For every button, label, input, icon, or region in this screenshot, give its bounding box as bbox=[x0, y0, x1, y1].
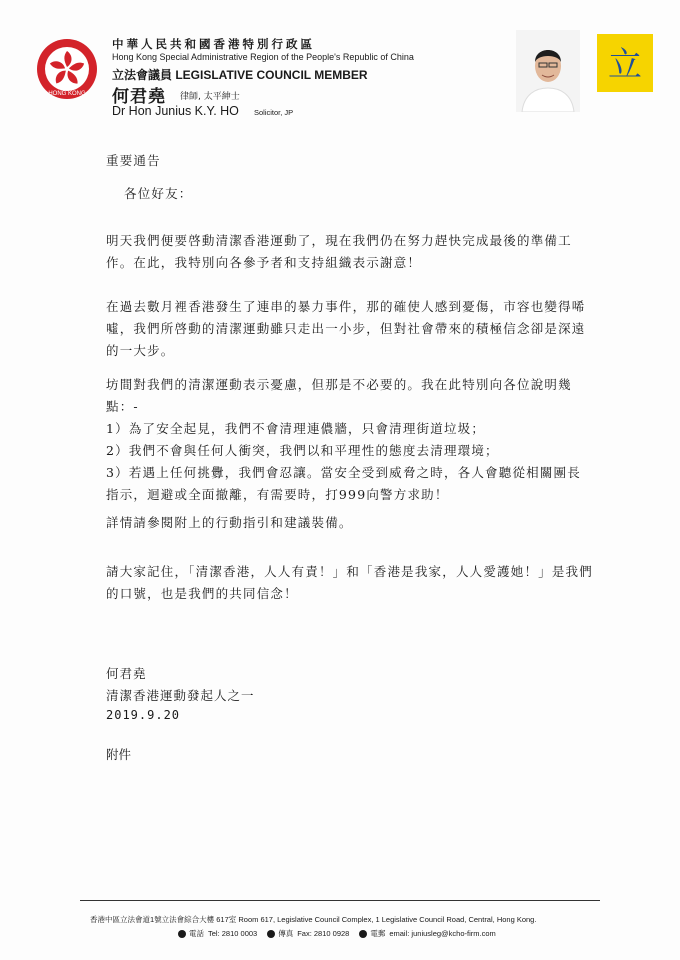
paragraph-2: 在過去數月裡香港發生了連串的暴力事件，那的確使人感到憂傷，市容也變得唏噓，我們所啓動的清潔運動雖只走出一小步，但對社會帶來的積極信念卻是深遠的一大步。 bbox=[106, 299, 586, 358]
member-name-en: Dr Hon Junius K.Y. HO bbox=[112, 104, 239, 118]
party-logo-icon bbox=[597, 34, 653, 92]
footer-email-label: 電郵 bbox=[370, 929, 386, 938]
member-name-zh: 何君堯 bbox=[112, 87, 166, 107]
greeting: 各位好友： bbox=[124, 186, 193, 201]
footer-tel bbox=[178, 928, 257, 939]
footer-fax-value: Fax: 2810 0928 bbox=[297, 929, 350, 938]
footer-contacts bbox=[178, 928, 496, 939]
email-icon bbox=[359, 930, 367, 938]
footer-email-value: email: juniusleg@kcho-firm.com bbox=[389, 929, 496, 938]
footer-fax-label: 傳真 bbox=[278, 929, 294, 938]
member-name-en-suffix: Solicitor, JP bbox=[254, 108, 294, 117]
notice-title: 重要通告 bbox=[106, 153, 161, 168]
fax-icon bbox=[267, 930, 275, 938]
svg-text:HONG KONG: HONG KONG bbox=[48, 91, 86, 97]
region-en: Hong Kong Special Administrative Region of the People's Republic of China bbox=[112, 52, 414, 62]
footer-divider bbox=[80, 900, 600, 901]
paragraph-3-item-1: 1）為了安全起見，我們不會清理連儂牆，只會清理街道垃圾； bbox=[106, 421, 486, 436]
paragraph-4: 詳情請參閱附上的行動指引和建議裝備。 bbox=[106, 515, 353, 530]
attachment-label: 附件 bbox=[106, 747, 132, 762]
phone-icon bbox=[178, 930, 186, 938]
region-zh: 中華人民共和國香港特別行政區 bbox=[112, 37, 315, 51]
signature-role: 清潔香港運動發起人之一 bbox=[106, 688, 255, 703]
signature-date: 2019.9.20 bbox=[106, 708, 181, 722]
svg-text:立: 立 bbox=[608, 45, 642, 85]
paragraph-5: 請大家記住，「清潔香港，人人有責！」和「香港是我家，人人愛護她！」是我們的口號，也是我們的共同信念！ bbox=[106, 564, 593, 601]
paragraph-3-item-3: 3）若遇上任何挑釁，我們會忍讓。當安全受到威脅之時，各人會聽從相關團長指示，迴避或全面撤離，有需要時，打999向警方求助！ bbox=[106, 465, 581, 502]
signature-name: 何君堯 bbox=[106, 666, 147, 681]
member-name-zh-suffix: 律師, 太平紳士 bbox=[180, 92, 240, 102]
footer-fax bbox=[267, 928, 349, 939]
hksar-emblem-icon bbox=[36, 38, 98, 100]
member-photo bbox=[516, 30, 580, 112]
member-title: 立法會議員 LEGISLATIVE COUNCIL MEMBER bbox=[112, 68, 368, 82]
paragraph-3 bbox=[106, 374, 586, 506]
footer-tel-label: 電話 bbox=[189, 929, 204, 938]
footer-address: 香港中區立法會道1號立法會綜合大樓 617室 Room 617, Legislative Council Complex, 1 Legislative Council Road, Central, Hong Kong. bbox=[90, 915, 537, 924]
paragraph-1: 明天我們便要啓動清潔香港運動了，現在我們仍在努力趕快完成最後的準備工作。在此，我特別向各參予者和支持組織表示謝意！ bbox=[106, 233, 572, 270]
paragraph-3-item-2: 2）我們不會與任何人衝突，我們以和平理性的態度去清理環境； bbox=[106, 443, 499, 458]
paragraph-3-intro: 坊間對我們的清潔運動表示憂慮，但那是不必要的。我在此特別向各位說明幾點：- bbox=[106, 377, 572, 414]
footer-tel-value: Tel: 2810 0003 bbox=[208, 929, 258, 938]
footer-email bbox=[359, 928, 495, 939]
